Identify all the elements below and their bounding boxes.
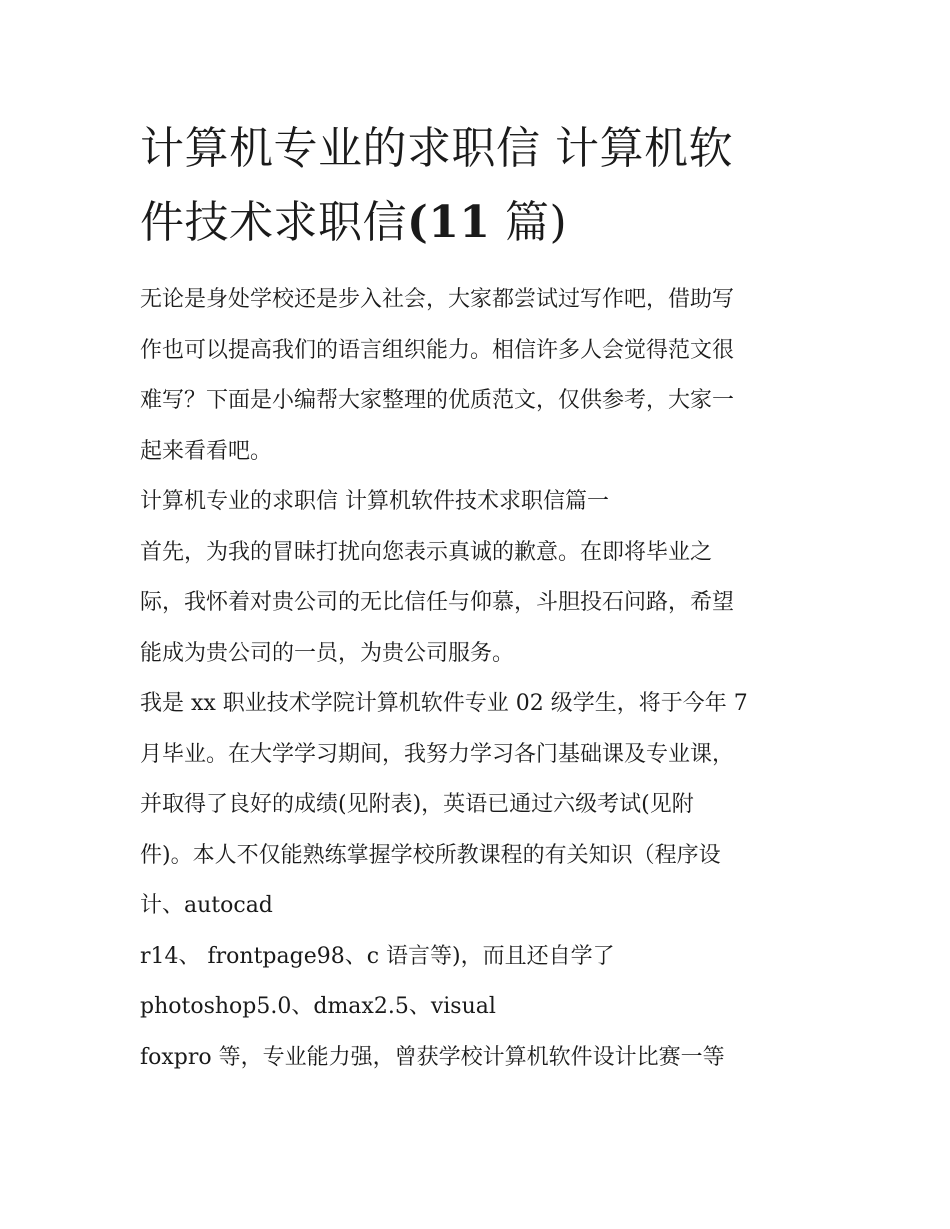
body-line: 首先，为我的冒昧打扰向您表示真诚的歉意。在即将毕业之 bbox=[140, 539, 713, 565]
body-line: 起来看看吧。 bbox=[140, 438, 273, 464]
body-line: photoshop5.0、dmax2.5、visual bbox=[140, 994, 496, 1019]
body-line: 无论是身处学校还是步入社会，大家都尝试过写作吧，借助写 bbox=[140, 287, 735, 312]
body-line: 际，我怀着对贵公司的无比信任与仰慕，斗胆投石问路，希望 bbox=[140, 590, 735, 615]
title-line-2: 件技术求职信 bbox=[140, 197, 407, 248]
body-line: r14、 frontpage98、c 语言等)，而且还自学了 bbox=[140, 943, 615, 969]
title-line-1: 计算机专业的求职信 计算机软 bbox=[140, 123, 733, 174]
body-line: 计、autocad bbox=[140, 893, 273, 918]
title-count-suffix: 篇) bbox=[490, 197, 568, 248]
body-line: 件)。本人不仅能熟练掌握学校所教课程的有关知识（程序设 bbox=[140, 842, 721, 868]
body-line: 难写？下面是小编帮大家整理的优质范文，仅供参考，大家一 bbox=[140, 388, 735, 413]
document-body bbox=[140, 275, 830, 1083]
section-heading: 计算机专业的求职信 计算机软件技术求职信篇一 bbox=[140, 489, 609, 514]
body-line: 月毕业。在大学学习期间，我努力学习各门基础课及专业课， bbox=[140, 741, 735, 767]
body-line: 我是 xx 职业技术学院计算机软件专业 02 级学生，将于今年 7 bbox=[140, 691, 748, 716]
body-line: 并取得了良好的成绩(见附表)，英语已通过六级考试(见附 bbox=[140, 792, 694, 817]
document-title bbox=[140, 112, 830, 260]
body-line: foxpro 等，专业能力强，曾获学校计算机软件设计比赛一等 bbox=[140, 1044, 725, 1070]
body-line: 能成为贵公司的一员，为贵公司服务。 bbox=[140, 640, 515, 666]
body-line: 作也可以提高我们的语言组织能力。相信许多人会觉得范文很 bbox=[140, 337, 735, 363]
title-count: (11 bbox=[407, 197, 491, 248]
